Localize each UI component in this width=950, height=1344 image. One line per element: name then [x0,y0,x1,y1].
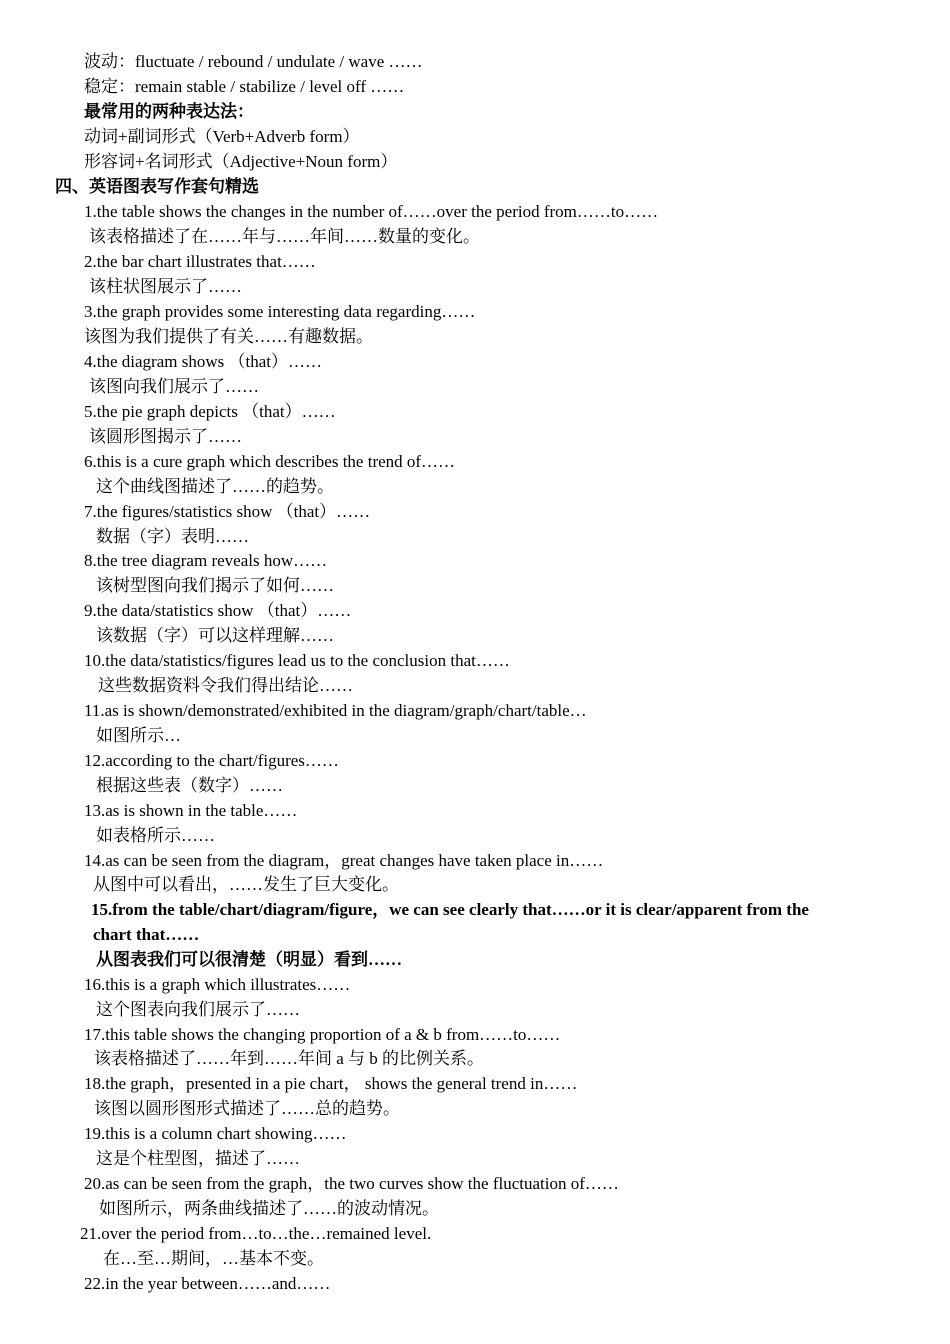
sentence-en: 19.this is a column chart showing…… [84,1124,347,1143]
sentence-en: 10.the data/statistics/figures lead us to the conclusion that…… [84,651,510,670]
fluctuate-line: 波动：fluctuate / rebound / undulate / wave …… [84,52,423,71]
sentence-en: 14.as can be seen from the diagram，great changes have taken place in…… [84,851,604,870]
sentence-zh: 如图所示… [96,726,181,745]
sentence-zh: 如图所示，两条曲线描述了……的波动情况。 [99,1199,439,1218]
sentence-en: 9.the data/statistics show （that）…… [84,601,352,620]
sentence-en: 15.from the table/chart/diagram/figure，we can see clearly that……or it is clear/apparent from the [91,900,809,919]
sentence-en: 8.the tree diagram reveals how…… [84,551,328,570]
sentence-zh: 该柱状图展示了…… [89,277,242,296]
common-expressions-heading: 最常用的两种表达法： [84,102,254,121]
sentence-zh: 如表格所示…… [96,826,215,845]
sentence-zh: 该树型图向我们揭示了如何…… [96,576,334,595]
stable-line: 稳定：remain stable / stabilize / level off …… [84,77,405,96]
verb-adverb-form: 动词+副词形式（Verb+Adverb form） [84,127,360,146]
section-heading: 四、英语图表写作套句精选 [55,177,259,196]
sentence-zh: 在…至…期间，…基本不变。 [103,1249,324,1268]
sentence-zh: 该数据（字）可以这样理解…… [96,626,334,645]
sentence-zh: 该图向我们展示了…… [89,377,259,396]
sentence-en: 5.the pie graph depicts （that）…… [84,402,336,421]
sentence-zh: 该图以圆形图形式描述了……总的趋势。 [94,1099,400,1118]
sentence-en: 11.as is shown/demonstrated/exhibited in the diagram/graph/chart/table… [84,701,587,720]
sentence-en: 13.as is shown in the table…… [84,801,298,820]
sentence-zh: 这个曲线图描述了……的趋势。 [96,477,334,496]
sentence-zh: 该图为我们提供了有关……有趣数据。 [84,327,373,346]
sentence-zh: 这是个柱型图，描述了…… [96,1149,300,1168]
sentence-en: 12.according to the chart/figures…… [84,751,339,770]
adjective-noun-form: 形容词+名词形式（Adjective+Noun form） [84,152,398,171]
sentence-zh: 从图中可以看出，……发生了巨大变化。 [93,875,399,894]
sentence-zh: 该圆形图揭示了…… [89,427,242,446]
sentence-en: 2.the bar chart illustrates that…… [84,252,316,271]
sentence-zh: 根据这些表（数字）…… [96,776,283,795]
sentence-en: 1.the table shows the changes in the number of……over the period from……to…… [84,202,659,221]
sentence-en: 3.the graph provides some interesting data regarding…… [84,302,476,321]
sentence-zh: 数据（字）表明…… [96,527,249,546]
sentence-en: 6.this is a cure graph which describes the trend of…… [84,452,456,471]
sentence-en: 16.this is a graph which illustrates…… [84,975,351,994]
sentence-en: 18.the graph，presented in a pie chart， shows the general trend in…… [84,1074,578,1093]
sentence-en: 21.over the period from…to…the…remained level. [80,1224,432,1243]
sentence-zh: 这个图表向我们展示了…… [96,1000,300,1019]
sentence-zh: 该表格描述了……年到……年间 a 与 b 的比例关系。 [94,1049,485,1068]
sentence-en: 4.the diagram shows （that）…… [84,352,322,371]
sentence-zh: 从图表我们可以很清楚（明显）看到…… [96,950,402,969]
sentence-en: 20.as can be seen from the graph，the two curves show the fluctuation of…… [84,1174,619,1193]
sentence-en: 22.in the year between……and…… [84,1274,331,1293]
sentence-en-continued: chart that…… [93,925,200,944]
sentence-en: 17.this table shows the changing proportion of a & b from……to…… [84,1025,561,1044]
sentence-en: 7.the figures/statistics show （that）…… [84,502,371,521]
sentence-zh: 该表格描述了在……年与……年间……数量的变化。 [89,227,480,246]
sentence-zh: 这些数据资料令我们得出结论…… [98,676,353,695]
